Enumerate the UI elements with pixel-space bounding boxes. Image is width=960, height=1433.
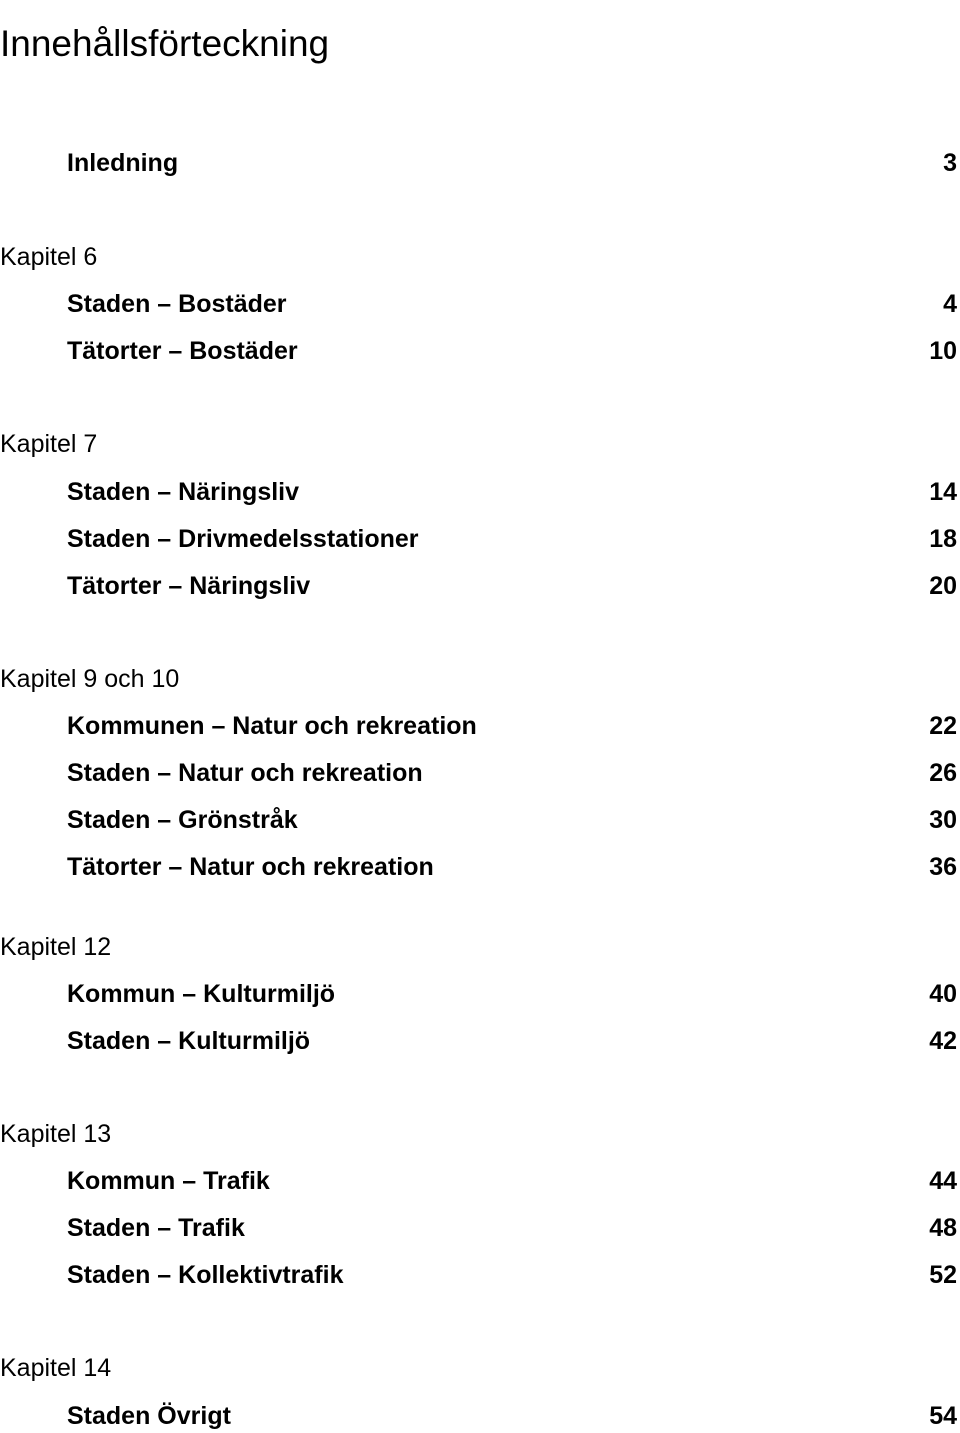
toc-entry-label: Staden – Kollektivtrafik: [67, 1261, 344, 1289]
toc-entry[interactable]: [67, 524, 957, 554]
toc-entry[interactable]: [67, 979, 957, 1009]
chapter-heading: Kapitel 14: [0, 1354, 112, 1382]
toc-entry-page: 40: [929, 980, 957, 1008]
toc-entry-page: 44: [929, 1167, 957, 1195]
chapter-heading: Kapitel 9 och 10: [0, 665, 180, 693]
toc-entry[interactable]: [67, 477, 957, 507]
toc-entry[interactable]: [67, 805, 957, 835]
toc-entry-page: 3: [943, 149, 957, 177]
chapter-heading: Kapitel 6: [0, 243, 98, 271]
toc-entry-page: 14: [929, 478, 957, 506]
toc-entry-label: Inledning: [67, 149, 179, 177]
toc-entry-inledning[interactable]: [67, 148, 957, 178]
toc-entry-page: 26: [929, 759, 957, 787]
toc-entry-label: Staden – Natur och rekreation: [67, 759, 423, 787]
toc-entry[interactable]: [67, 711, 957, 741]
toc-entry-label: Tätorter – Natur och rekreation: [67, 853, 434, 881]
toc-entry-page: 42: [929, 1027, 957, 1055]
toc-entry[interactable]: [67, 852, 957, 882]
toc-entry[interactable]: [67, 571, 957, 601]
chapter-heading: Kapitel 12: [0, 933, 112, 961]
toc-entry-label: Staden – Kulturmiljö: [67, 1027, 311, 1055]
toc-entry-page: 48: [929, 1214, 957, 1242]
toc-entry[interactable]: [67, 1026, 957, 1056]
toc-entry-label: Staden – Näringsliv: [67, 478, 300, 506]
toc-entry-label: Kommun – Kulturmiljö: [67, 980, 336, 1008]
toc-entry-label: Staden Övrigt: [67, 1402, 231, 1430]
toc-entry-label: Kommun – Trafik: [67, 1167, 270, 1195]
toc-entry-label: Staden – Bostäder: [67, 290, 287, 318]
toc-entry[interactable]: [67, 758, 957, 788]
page-title: Innehållsförteckning: [0, 22, 330, 64]
chapter-heading: Kapitel 13: [0, 1120, 112, 1148]
toc-entry-label: Kommunen – Natur och rekreation: [67, 712, 477, 740]
toc-entry-page: 10: [929, 337, 957, 365]
toc-entry-page: 22: [929, 712, 957, 740]
toc-entry[interactable]: [67, 1166, 957, 1196]
toc-entry[interactable]: [67, 336, 957, 366]
toc-entry[interactable]: [67, 1260, 957, 1290]
toc-entry-label: Staden – Drivmedelsstationer: [67, 525, 419, 553]
toc-entry-page: 20: [929, 572, 957, 600]
toc-entry[interactable]: [67, 1401, 957, 1431]
toc-entry-page: 52: [929, 1261, 957, 1289]
toc-entry-label: Staden – Grönstråk: [67, 806, 298, 834]
toc-entry-page: 30: [929, 806, 957, 834]
toc-entry-label: Tätorter – Bostäder: [67, 337, 298, 365]
toc-entry-label: Tätorter – Näringsliv: [67, 572, 311, 600]
toc-entry-page: 36: [929, 853, 957, 881]
toc-entry-page: 18: [929, 525, 957, 553]
chapter-heading: Kapitel 7: [0, 430, 98, 458]
toc-entry-page: 4: [943, 290, 957, 318]
toc-entry[interactable]: [67, 1213, 957, 1243]
toc-entry-page: 54: [929, 1402, 957, 1430]
toc-entry-label: Staden – Trafik: [67, 1214, 245, 1242]
toc-entry[interactable]: [67, 289, 957, 319]
